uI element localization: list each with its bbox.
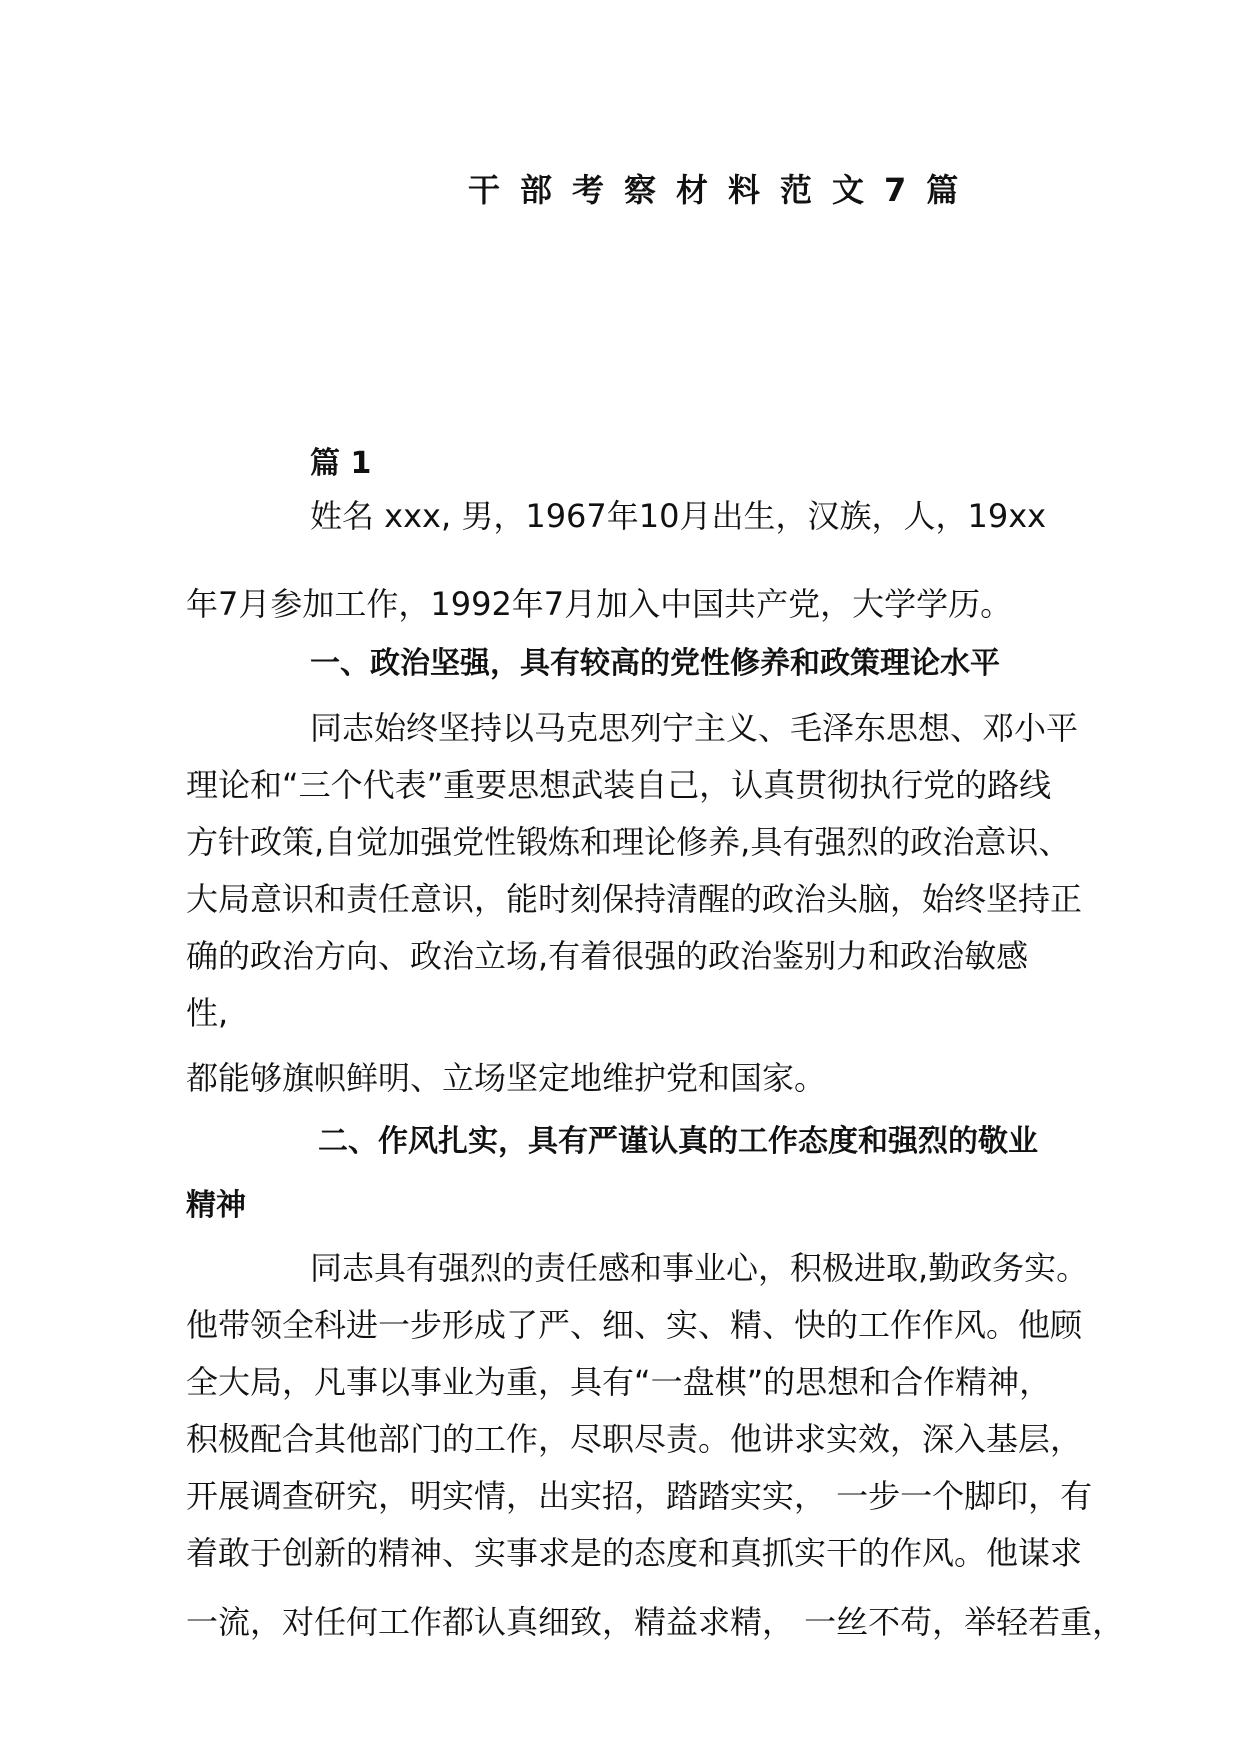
profile-line: 姓名 xxx, 男，1967年10月出生，汉族，人，19xx	[310, 497, 1047, 535]
paragraph-line: 他带领全科进一步形成了严、细、实、精、快的工作作风。他顾	[186, 1306, 1083, 1344]
document-title: 干部考察材料范文7篇	[468, 171, 979, 209]
paragraph-line: 一流，对任何工作都认真细致，精益求精， 一丝不苟，举轻若重，	[186, 1603, 1125, 1641]
paragraph-line: 同志始终坚持以马克思列宁主义、毛泽东思想、邓小平	[310, 709, 1079, 747]
paragraph-line: 积极配合其他部门的工作，尽职尽责。他讲求实效，深入基层，	[186, 1420, 1083, 1458]
section-heading: 一、政治坚强，具有较高的党性修养和政策理论水平	[310, 646, 1000, 681]
paragraph-line: 大局意识和责任意识，能时刻保持清醒的政治头脑，始终坚持正	[186, 880, 1083, 918]
paragraph-line: 性,	[186, 994, 229, 1032]
paragraph-line: 方针政策,自觉加强党性锻炼和理论修养,具有强烈的政治意识、	[186, 823, 1071, 861]
paragraph-line: 全大局，凡事以事业为重，具有“一盘棋”的思想和合作精神，	[186, 1363, 1052, 1401]
section-label: 篇 1	[310, 446, 372, 481]
paragraph-line: 都能够旗帜鲜明、立场坚定地维护党和国家。	[186, 1059, 827, 1097]
section-heading: 精神	[186, 1188, 246, 1223]
paragraph-line: 确的政治方向、政治立场,有着很强的政治鉴别力和政治敏感	[186, 937, 1029, 975]
paragraph-line: 同志具有强烈的责任感和事业心，积极进取,勤政务实。	[310, 1249, 1089, 1287]
profile-line: 年7月参加工作，1992年7月加入中国共产党，大学学历。	[186, 585, 1013, 623]
paragraph-line: 着敢于创新的精神、实事求是的态度和真抓实干的作风。他谋求	[186, 1534, 1083, 1572]
paragraph-line: 理论和“三个代表”重要思想武装自己，认真贯彻执行党的路线	[186, 766, 1052, 804]
paragraph-line: 开展调查研究，明实情，出实招，踏踏实实， 一步一个脚印，有	[186, 1477, 1093, 1515]
section-heading: 二、作风扎实，具有严谨认真的工作态度和强烈的敬业	[318, 1124, 1038, 1159]
